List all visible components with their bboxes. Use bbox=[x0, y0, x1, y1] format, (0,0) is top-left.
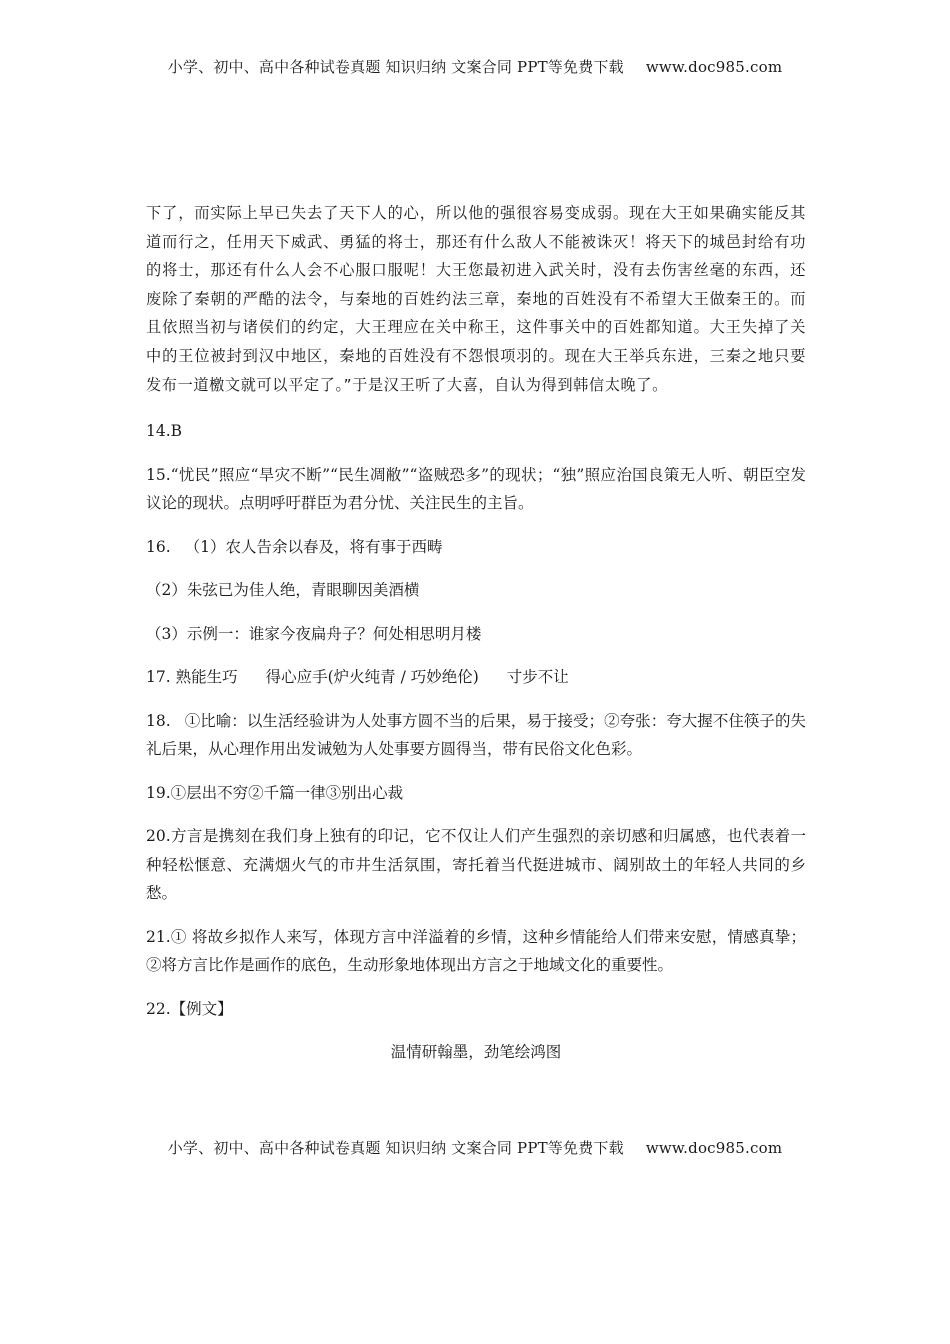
answer-19: 19.①层出不穷②千篇一律③别出心裁 bbox=[146, 783, 404, 802]
answer-18-text: ①比喻：以生活经验讲为人处事方圆不当的后果，易于接受；②夸张：夸大握不住筷子的失礼后果，从心理作用出发诫勉为人处事要方圆得当，带有民俗文化色彩。 bbox=[146, 711, 806, 759]
answer-17-c: 寸步不让 bbox=[506, 668, 569, 687]
footer-url[interactable]: www.doc985.com bbox=[645, 1139, 783, 1157]
answer-16-number: 16. bbox=[146, 537, 171, 556]
answer-17 bbox=[146, 663, 806, 692]
answer-22: 22.【例文】 bbox=[146, 999, 233, 1018]
answer-20: 20.方言是携刻在我们身上独有的印记，它不仅让人们产生强烈的亲切感和归属感，也代表着一种轻松惬意、充满烟火气的市井生活氛围，寄托着当代挺进城市、阔别故土的年轻人共同的乡愁。 bbox=[146, 827, 806, 903]
answer-17-a: 熟能生巧 bbox=[175, 668, 238, 687]
header-text: 小学、初中、高中各种试卷真题 知识归纳 文案合同 PPT等免费下载 bbox=[167, 58, 624, 76]
answer-18 bbox=[146, 707, 806, 764]
essay-title: 温情研翰墨，劲笔绘鸿图 bbox=[390, 1043, 562, 1062]
answer-16-3: （3）示例一：谁家今夜扁舟子？何处相思明月楼 bbox=[146, 624, 482, 643]
header-url[interactable]: www.doc985.com bbox=[645, 58, 783, 76]
translation-paragraph: 下了，而实际上早已失去了天下人的心，所以他的强很容易变成弱。现在大王如果确实能反其道而行之，任用天下威武、勇猛的将士，那还有什么敌人不能被诛灭！将天下的城邑封给有功的将士，那还有什么人会不心服口服呢！大王您最初进入武关时，没有去伤害丝毫的东西，还废除了秦朝的严酷的法令，与秦地的百姓约法三章，秦地的百姓没有不希望大王做秦王的。而且依照当初与诸侯们的约定，大王理应在关中称王，这件事关中的百姓都知道。大王失掉了关中的王位被封到汉中地区，秦地的百姓没有不怨恨项羽的。现在大王举兵东进，三秦之地只要发布一道檄文就可以平定了。”于是汉王听了大喜，自认为得到韩信太晚了。 bbox=[146, 204, 806, 394]
answer-16-1 bbox=[146, 533, 806, 562]
answer-16-2: （2）朱弦已为佳人绝，青眼聊因美酒横 bbox=[146, 581, 420, 600]
answer-18-number: 18. bbox=[146, 711, 171, 730]
answer-15: 15.“忧民”照应“旱灾不断”“民生凋敝”“盗贼恐多”的现状；“独”照应治国良策无人听、朝臣空发议论的现状。点明呼吁群臣为君分忧、关注民生的主旨。 bbox=[146, 465, 806, 513]
answer-17-number: 17. bbox=[146, 668, 171, 687]
document-body bbox=[146, 199, 806, 1066]
answer-17-b: 得心应手(炉火纯青 / 巧妙绝伦) bbox=[265, 668, 479, 687]
answer-16-part-1: （1）农人告余以春及，将有事于西畴 bbox=[184, 537, 443, 556]
footer-text: 小学、初中、高中各种试卷真题 知识归纳 文案合同 PPT等免费下载 bbox=[167, 1139, 624, 1157]
page-footer bbox=[0, 1137, 950, 1158]
answer-14: 14.B bbox=[146, 422, 183, 441]
answer-21: 21.① 将故乡拟作人来写，体现方言中洋溢着的乡情，这种乡情能给人们带来安慰，情感真挚；②将方言比作是画作的底色，生动形象地体现出方言之于地域文化的重要性。 bbox=[146, 927, 806, 975]
page-header bbox=[0, 56, 950, 77]
